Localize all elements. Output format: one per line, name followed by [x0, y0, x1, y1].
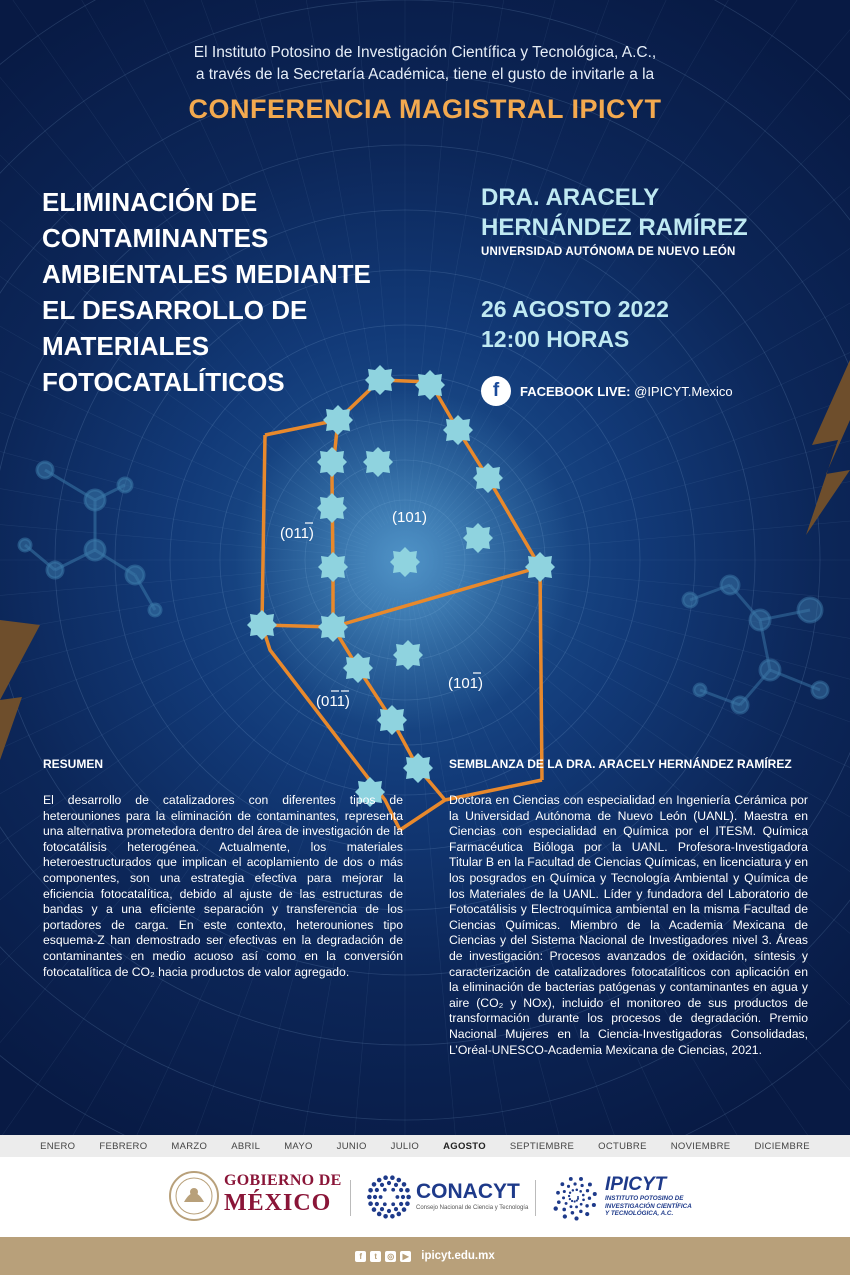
month-septiembre: SEPTIEMBRE — [509, 1140, 575, 1152]
resumen-heading: RESUMEN — [43, 757, 104, 771]
talk-title: ELIMINACIÓN DE CONTAMINANTES AMBIENTALES MEDIANTE EL DESARROLLO DE MATERIALES FOTOCATALÍTICOS — [42, 187, 371, 397]
gobierno-mexico-logo — [224, 1172, 342, 1217]
mexico-seal-icon — [168, 1170, 220, 1222]
month-junio: JUNIO — [336, 1140, 367, 1152]
ipicyt-logo-icon — [550, 1172, 600, 1222]
resumen-text: El desarrollo de catalizadores con diferentes tipos de heterouniones para la eliminación de contaminantes, representa una alternativa prometedora dentro del área de investigación de la fotocatálisis heterogénea. Actualmente, los materiales heteroestructurados que implican el acoplamiento de dos o más componentes, son una estrategia efectiva para mejorar la eficiencia fotocatalítica, debido al ajuste de las estructuras de bandas y a una eficiente separación y transferencia de los portadores de carga. En este contexto, heterouniones tipo esquema-Z han demostrado ser efectivas en la degradación de contaminantes en medio acuoso así como en la conversión fotocatalítica de CO₂ hacia productos de valor agregado. — [43, 793, 403, 979]
speaker-name-line-1: DRA. ARACELY — [481, 184, 660, 211]
month-agosto: AGOSTO — [443, 1140, 486, 1152]
facebook-live-label — [520, 384, 733, 399]
label-bottom-right: (101) — [448, 675, 484, 692]
month-mayo: MAYO — [284, 1140, 313, 1152]
facebook-icon[interactable]: f — [355, 1251, 366, 1262]
ipicyt-subtitle: INSTITUTO POTOSINO DE INVESTIGACIÓN CIENTÍFICA Y TECNOLÓGICA, A.C. — [605, 1195, 692, 1217]
months-bar — [0, 1135, 850, 1157]
molecule-left — [19, 462, 161, 616]
event-datetime — [481, 294, 669, 354]
lightning-right — [806, 360, 850, 535]
molecule-right — [683, 576, 828, 713]
speaker-affiliation: UNIVERSIDAD AUTÓNOMA DE NUEVO LEÓN — [481, 246, 736, 258]
month-febrero: FEBRERO — [99, 1140, 148, 1152]
month-diciembre: DICIEMBRE — [754, 1140, 810, 1152]
month-enero: ENERO — [40, 1140, 76, 1152]
conacyt-logo-icon — [366, 1174, 412, 1220]
month-marzo: MARZO — [171, 1140, 208, 1152]
facebook-handle: @IPICYT.Mexico — [630, 383, 733, 399]
conference-title: CONFERENCIA MAGISTRAL IPICYT — [188, 94, 662, 124]
semblanza-text: Doctora en Ciencias con especialidad en Ingeniería Cerámica por la Universidad Autónoma de Nuevo León (UANL). Maestra en Ciencias con especialidad en Química por el ITESM. Química Farmacéutica Bióloga por la UANL. Profesora-Investigadora Titular B en la Facultad de Ciencias Químicas, en licenciatura y en los posgrados en Química y Tecnología Ambiental y Química de los Materiales de la UANL. Líder y fundadora del Laboratorio de Fotocatálisis y Electroquímica ambiental en la misma Facultad de Ciencias Químicas. Miembro de la Academia Mexicana de Ciencias y del Sistema Nacional de Investigadores nivel 3. Áreas de investigación: Procesos avanzados de oxidación, síntesis y caracterización de catalizadores fotocatalíticos con aplicación en la eliminación de bacterias patógenas y contaminantes en agua y aire (CO₂ y NOx), incluido el monitoreo de sus productos de transformación durante los procesos de degradación. Premio Nacional Mujeres en la Ciencia-Investigadoras Consolidadas, L’Oréal-UNESCO-Academia Mexicana de Ciencias, 2021. — [449, 793, 808, 1057]
speaker-name-line-2: HERNÁNDEZ RAMÍREZ — [481, 214, 748, 241]
label-bottom-left: (011) — [316, 693, 350, 710]
label-left: (011) — [280, 525, 314, 542]
semblanza-heading: SEMBLANZA DE LA DRA. ARACELY HERNÁNDEZ RAMÍREZ — [449, 757, 792, 771]
intro-line-2: a través de la Secretaría Académica, tiene el gusto de invitarle a la — [195, 66, 655, 83]
event-date: 26 AGOSTO 2022 — [481, 296, 669, 322]
website-link[interactable]: ipicyt.edu.mx — [421, 1250, 495, 1262]
lightning-left — [0, 620, 40, 760]
intro-line-1: El Instituto Potosino de Investigación Científica y Tecnológica, A.C., — [193, 44, 657, 61]
instagram-icon[interactable]: ◎ — [385, 1251, 396, 1262]
month-octubre: OCTUBRE — [598, 1140, 647, 1152]
mexico-text: MÉXICO — [224, 1190, 332, 1216]
month-abril: ABRIL — [231, 1140, 261, 1152]
footer-bar — [0, 1237, 850, 1275]
logo-divider-1 — [350, 1180, 351, 1216]
ipicyt-name: IPICYT — [605, 1174, 667, 1195]
event-time: 12:00 HORAS — [481, 326, 630, 352]
logo-divider-2 — [535, 1180, 536, 1216]
speaker-name — [481, 183, 821, 243]
twitter-icon[interactable]: t — [370, 1251, 381, 1262]
youtube-icon[interactable]: ▶ — [400, 1251, 411, 1262]
label-top: (101) — [392, 509, 428, 526]
conacyt-name: CONACYT — [416, 1180, 520, 1203]
gobierno-text: GOBIERNO DE — [224, 1172, 342, 1189]
facebook-live-link[interactable] — [481, 376, 733, 406]
month-julio: JULIO — [390, 1140, 420, 1152]
conacyt-subtitle: Consejo Nacional de Ciencia y Tecnología — [416, 1205, 529, 1211]
facebook-live-prefix: FACEBOOK LIVE: — [520, 383, 631, 399]
month-noviembre: NOVIEMBRE — [670, 1140, 731, 1152]
facebook-icon: f — [481, 376, 511, 406]
